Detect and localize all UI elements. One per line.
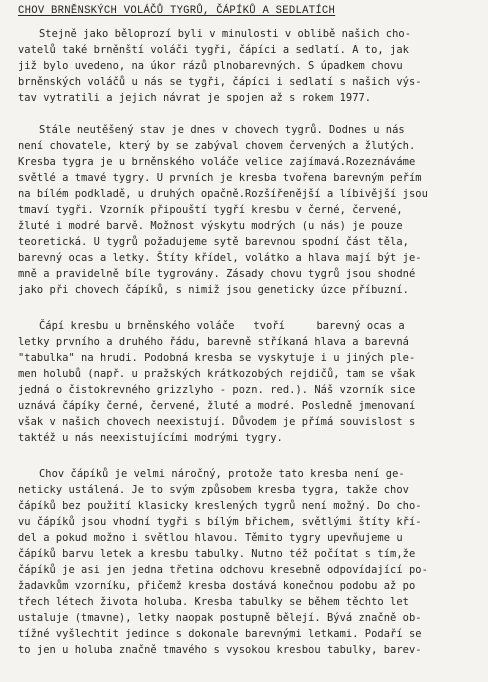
text-line: taktéž u nás neexistujícími modrými tygry. xyxy=(18,432,283,444)
text-line: mně a pravidelně bíle tygrovány. Zásady chovu tygrů jsou shodné xyxy=(18,268,416,280)
text-line: "tabulka" na hrudi. Podobná kresba se vyskytuje i u jiných ple- xyxy=(18,352,416,364)
text-line: tav vytratili a jejich návrat je spojen až s rokem 1977. xyxy=(18,92,372,104)
text-line: teoretická. U tygrů požadujeme sytě barevnou spodní část těla, xyxy=(18,236,409,248)
document-title: CHOV BRNĚNSKÝCH VOLÁČŮ TYGRŮ, ČÁPÍKŮ A SEDLATÍCH xyxy=(18,5,336,17)
text-line: jako při chovech čápíků, s nimiž jsou geneticky úzce příbuzní. xyxy=(18,284,409,296)
text-line: již bylo uvedeno, na úkor rázů plnobarevných. S úpadkem chovu xyxy=(18,60,403,72)
text-line: vu čápíků jsou vhodní tygři s bílým břichem, světlými štíty kří- xyxy=(18,516,422,528)
text-line: však v našich chovech neexistují. Důvodem je přímá souvislost s xyxy=(18,416,416,428)
text-line: uznává čápíky černé, červené, žluté a modré. Posledně jmenovaní xyxy=(18,400,416,412)
text-line: vatelů také brněnští voláči tygři, čápíci a sedlatí. A to, jak xyxy=(18,44,409,56)
text-line: del a pokud možno i světlou hlavou. Těmito tygry upevňujeme u xyxy=(18,532,403,544)
text-line: není chovatele, který by se zabýval chovem červených a žlutých. xyxy=(18,140,416,152)
text-line: barevný ocas a letky. Štíty křídel, volátko a hlava mají být je- xyxy=(18,252,422,264)
text-line: Stále neutěšený stav je dnes v chovech tygrů. Dodnes u nás xyxy=(39,124,405,136)
text-line: letky prvního a druhého řádu, barevně stříkaná hlava a barevná xyxy=(18,336,409,348)
text-line: žadavkům vzorníku, přičemž kresba dostává konečnou podobu až po xyxy=(18,580,416,592)
text-line: ustaluje (tmavne), letky naopak postupně bělejí. Bývá značně ob- xyxy=(18,612,422,624)
text-line: žluté i modré barvě. Možnost výskytu modrých (u nás) je pouze xyxy=(18,220,403,232)
text-line: jedná o čistokrevného grizzlyho - pozn. red.). Náš vzorník sice xyxy=(18,384,416,396)
text-line: na bílém podkladě, u druhých opačně.Rozšířenější a líbivější jsou xyxy=(18,188,428,200)
text-line: Stejně jako běloprozí byli v minulosti v oblibě našich cho- xyxy=(39,28,412,40)
text-line: Kresba tygra je u brněnského voláče velice zajímavá.Rozeznáváme xyxy=(18,156,416,168)
text-line: brněnských voláčů u nás se tygři, čápíci i sedlatí s našich výs- xyxy=(18,76,422,88)
text-line: třech létech života holuba. Kresba tabulky se během těchto let xyxy=(18,596,409,608)
text-line: světlé a tmavé tygry. U prvních je kresba tvořena barevným peřím xyxy=(18,172,422,184)
text-line: čápíků barvu letek a kresbu tabulky. Nutno též počítat s tím,že xyxy=(18,548,416,560)
text-line: neticky ustálená. Je to svým způsobem kresba tygra, takže chov xyxy=(18,484,409,496)
text-line: men holubů (např. u pražských krátkozobých rejdičů, tam se však xyxy=(18,368,416,380)
text-line: čápíků bez použití klasicky kreslených tygrů není možný. Do cho- xyxy=(18,500,422,512)
text-line: tmaví tygři. Vzorník připouští tygří kresbu v černé, červené, xyxy=(18,204,403,216)
text-line: Chov čápíků je velmi náročný, protože tato kresba není ge- xyxy=(39,468,405,480)
text-line: tížné vyšlechtit jedince s dokonale barevnými letkami. Podaří se xyxy=(18,628,422,640)
text-line: to jen u holuba značně tmavého s vysokou kresbou tabulky, barev- xyxy=(18,644,422,656)
text-line: Čápí kresbu u brněnského voláče tvoří barevný ocas a xyxy=(39,320,405,332)
text-line: čápíků je asi jen jedna třetina odchovu kresebně odpovídající po- xyxy=(18,564,428,576)
